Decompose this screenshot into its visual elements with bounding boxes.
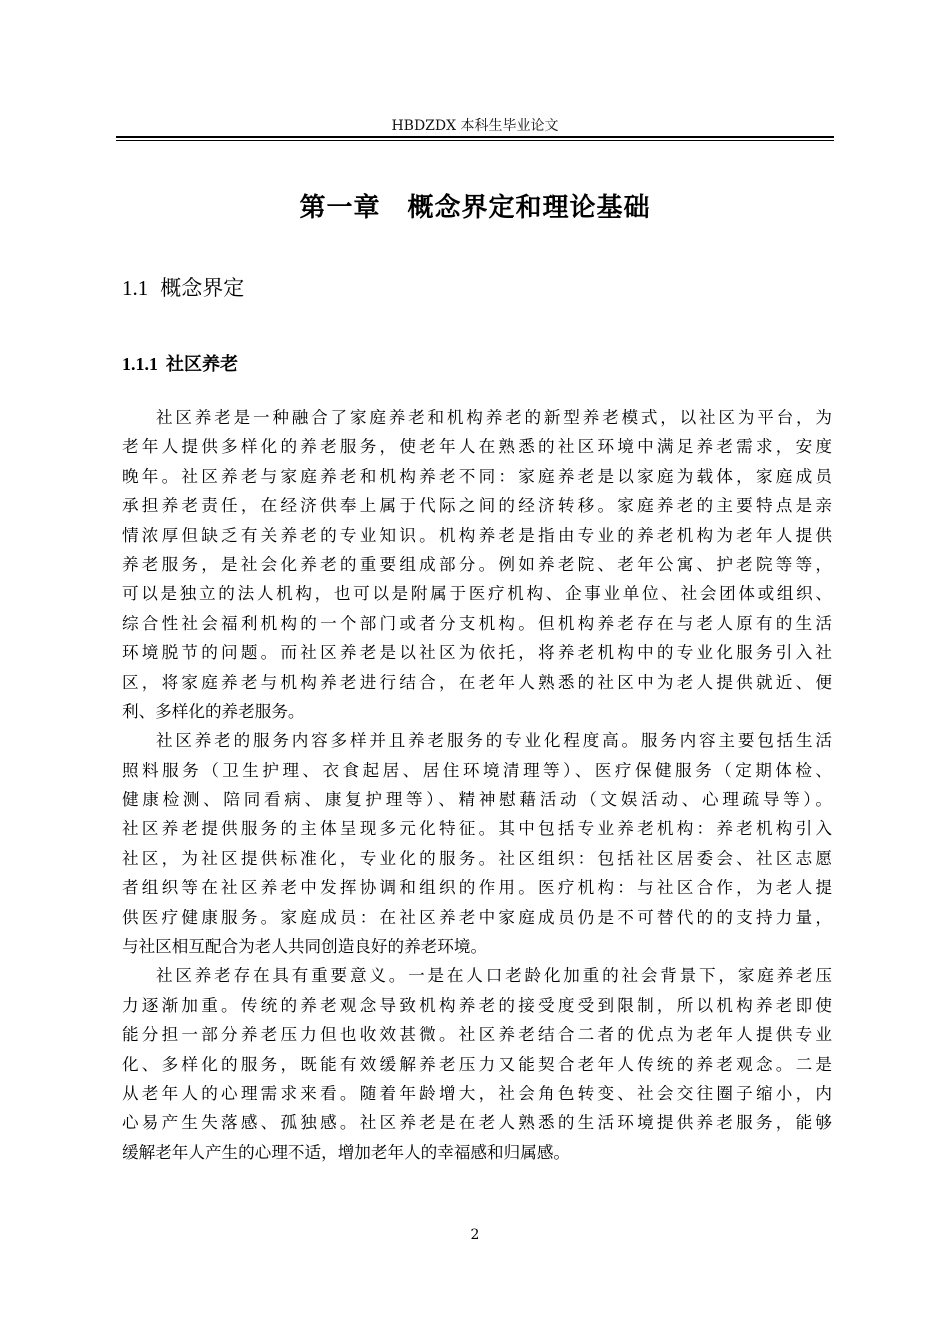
- text-line: 与社区相互配合为老人共同创造良好的养老环境。: [122, 937, 488, 957]
- text-line: 晚年。社区养老与家庭养老和机构养老不同：家庭养老是以家庭为载体，家庭成员: [122, 466, 832, 486]
- section-number: 1.1: [122, 276, 149, 300]
- running-header: HBDZDX 本科生毕业论文: [391, 118, 559, 134]
- text-line: 养老服务，是社会化养老的重要组成部分。例如养老院、老年公寓、护老院等等，: [122, 554, 832, 574]
- text-line: 综合性社会福利机构的一个部门或者分支机构。但机构养老存在与老人原有的生活: [122, 613, 832, 633]
- section-title: 概念界定: [160, 276, 245, 300]
- text-line: 区，将家庭养老与机构养老进行结合，在老年人熟悉的社区中为老人提供就近、便: [122, 672, 832, 692]
- text-line: 社区养老提供服务的主体呈现多元化特征。其中包括专业养老机构：养老机构引入: [122, 819, 832, 839]
- text-line: 者组织等在社区养老中发挥协调和组织的作用。医疗机构：与社区合作，为老人提: [122, 878, 832, 898]
- text-line: 供医疗健康服务。家庭成员：在社区养老中家庭成员仍是不可替代的的支持力量，: [122, 907, 832, 927]
- text-line: 社区，为社区提供标准化，专业化的服务。社区组织：包括社区居委会、社区志愿: [122, 848, 832, 868]
- subsection-number: 1.1.1: [122, 354, 158, 374]
- header-rule-thin: [116, 140, 834, 141]
- subsection-title: 社区养老: [166, 354, 238, 375]
- header-rule-thick: [116, 136, 834, 138]
- text-line: 老年人提供多样化的养老服务，使老年人在熟悉的社区环境中满足养老需求，安度: [122, 437, 832, 457]
- text-line: 心易产生失落感、孤独感。社区养老是在老人熟悉的生活环境提供养老服务，能够: [122, 1113, 832, 1133]
- text-line: 能分担一部分养老压力但也收效甚微。社区养老结合二者的优点为老年人提供专业: [122, 1025, 832, 1045]
- paragraph-1: [122, 403, 832, 726]
- text-line: 利、多样化的养老服务。: [122, 701, 305, 721]
- section-heading: [122, 274, 244, 302]
- text-line: 力逐渐加重。传统的养老观念导致机构养老的接受度受到限制，所以机构养老即使: [122, 995, 832, 1015]
- page-number: 2: [470, 1227, 480, 1243]
- text-line: 健康检测、陪同看病、康复护理等）、精神慰藉活动（文娱活动、心理疏导等）。: [122, 790, 832, 810]
- text-line: 社区养老的服务内容多样并且养老服务的专业化程度高。服务内容主要包括生活: [156, 731, 832, 751]
- chapter-title: 第一章 概念界定和理论基础: [299, 193, 651, 223]
- text-line: 缓解老年人产生的心理不适，增加老年人的幸福感和归属感。: [122, 1142, 571, 1162]
- text-line: 可以是独立的法人机构，也可以是附属于医疗机构、企事业单位、社会团体或组织、: [122, 584, 832, 604]
- text-line: 从老年人的心理需求来看。随着年龄增大，社会角色转变、社会交往圈子缩小，内: [122, 1083, 832, 1103]
- subsection-heading: [122, 352, 238, 377]
- text-line: 社区养老是一种融合了家庭养老和机构养老的新型养老模式，以社区为平台，为: [156, 408, 832, 427]
- body-text: [122, 403, 832, 1167]
- text-line: 承担养老责任，在经济供奉上属于代际之间的经济转移。家庭养老的主要特点是亲: [122, 496, 832, 516]
- text-line: 情浓厚但缺乏有关养老的专业知识。机构养老是指由专业的养老机构为老年人提供: [122, 525, 832, 545]
- text-line: 化、多样化的服务，既能有效缓解养老压力又能契合老年人传统的养老观念。二是: [122, 1054, 832, 1074]
- paragraph-3: [122, 961, 832, 1167]
- text-line: 社区养老存在具有重要意义。一是在人口老龄化加重的社会背景下，家庭养老压: [156, 966, 832, 986]
- paragraph-2: [122, 726, 832, 961]
- text-line: 环境脱节的问题。而社区养老是以社区为依托，将养老机构中的专业化服务引入社: [122, 643, 832, 663]
- text-line: 照料服务（卫生护理、衣食起居、居住环境清理等）、医疗保健服务（定期体检、: [122, 760, 832, 780]
